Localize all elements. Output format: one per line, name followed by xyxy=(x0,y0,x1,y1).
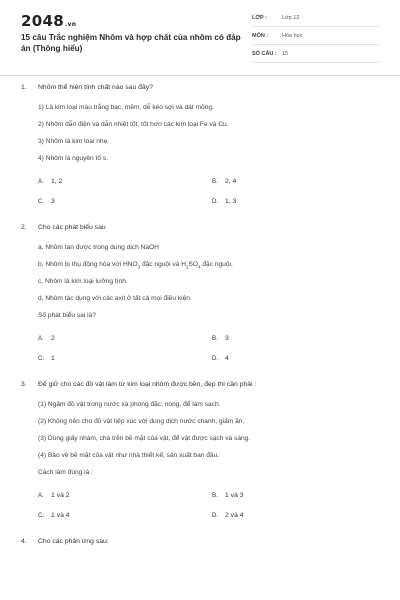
option-text: 1 và 2 xyxy=(51,492,70,499)
statement: Số phát biểu sai là? xyxy=(38,312,96,319)
option-b[interactable] xyxy=(212,335,229,342)
option-c[interactable] xyxy=(38,355,55,362)
question-header xyxy=(0,84,400,96)
option-d[interactable] xyxy=(212,198,236,205)
statement: (1) Ngâm đồ vật trong nước xà phòng đặc, nóng, để làm sạch. xyxy=(38,401,221,408)
statement: (2) Không nên cho đồ vật tiếp xúc với dung dịch nước chanh, giấm ăn. xyxy=(38,418,245,425)
meta-label: SỐ CÂU : xyxy=(252,51,277,57)
answer-options xyxy=(0,327,400,367)
question-text: Để giữ cho các đồ vật làm từ kim loại nhôm được bền, đẹp thì cần phải : xyxy=(38,381,257,388)
option-letter: C. xyxy=(38,355,45,362)
statement: 3) Nhôm là kim loại nhẹ. xyxy=(38,138,110,145)
statement: Cách làm đúng là : xyxy=(38,469,93,476)
option-text: 3 xyxy=(225,335,229,342)
meta-row-count xyxy=(252,48,380,63)
option-text: 1 và 4 xyxy=(51,512,70,519)
meta-panel xyxy=(252,12,380,66)
option-letter: B. xyxy=(212,178,218,185)
meta-label: MÔN : xyxy=(252,33,269,39)
statement: (4) Bảo vệ bề mặt của vật như nhà thiết kế, sản xuất ban đầu. xyxy=(38,452,220,459)
document-title: 15 câu Trắc nghiệm Nhôm và hợp chất của nhôm có đáp án (Thông hiểu) xyxy=(21,33,241,53)
option-d[interactable] xyxy=(212,355,229,362)
option-text: 1 và 3 xyxy=(225,492,244,499)
statement: a, Nhôm tan được trong dung dịch NaOH xyxy=(38,244,159,251)
option-c[interactable] xyxy=(38,512,70,519)
question-header xyxy=(0,224,400,236)
option-text: 1 xyxy=(51,355,55,362)
option-b[interactable] xyxy=(212,492,244,499)
option-letter: D. xyxy=(212,355,219,362)
question-text: Cho các phản ứng sau: xyxy=(38,538,109,545)
statement: (3) Dùng giấy nhám, chà trên bề mặt của vật, để vật được sạch và sáng. xyxy=(38,435,251,442)
statement: 2) Nhôm dẫn điện và dẫn nhiệt tốt, tốt hơn các kim loại Fe và Cu. xyxy=(38,121,229,128)
question-header xyxy=(0,538,400,550)
question-number: 2. xyxy=(21,224,27,231)
statement: d, Nhôm tác dụng với các axit ở tất cả mọi điều kiện. xyxy=(38,295,192,302)
option-text: 4 xyxy=(225,355,229,362)
document-header xyxy=(0,0,400,78)
meta-row-grade xyxy=(252,12,380,27)
question-number: 4. xyxy=(21,538,27,545)
meta-value: 15 xyxy=(282,51,289,57)
logo-text: 2048 xyxy=(21,12,64,30)
question-text: Nhôm thể hiện tính chất nào sau đây? xyxy=(38,84,153,91)
statement: b, Nhôm bị thụ động hóa với $HNO_3$ đặc nguội và $H_2SO_4$ đặc nguội. xyxy=(38,261,233,270)
option-letter: B. xyxy=(212,492,218,499)
meta-value: Lớp 12 xyxy=(282,15,300,21)
meta-label: LỚP : xyxy=(252,15,267,21)
option-letter: B. xyxy=(212,335,218,342)
question-text: Cho các phát biểu sau xyxy=(38,224,106,231)
question-1 xyxy=(0,84,400,210)
option-text: 1, 3 xyxy=(225,198,237,205)
logo-suffix: .vn xyxy=(64,21,77,28)
option-b[interactable] xyxy=(212,178,236,185)
option-d[interactable] xyxy=(212,512,244,519)
option-letter: A. xyxy=(38,492,44,499)
option-text: 1, 2 xyxy=(51,178,63,185)
option-text: 2, 4 xyxy=(225,178,237,185)
option-a[interactable] xyxy=(38,178,62,185)
question-list xyxy=(0,84,400,564)
option-a[interactable] xyxy=(38,335,55,342)
option-text: 2 xyxy=(51,335,55,342)
option-letter: D. xyxy=(212,198,219,205)
option-text: 3 xyxy=(51,198,55,205)
question-number: 3. xyxy=(21,381,27,388)
option-a[interactable] xyxy=(38,492,70,499)
statement: 4) Nhôm là nguyên tố s. xyxy=(38,155,109,162)
question-4 xyxy=(0,538,400,550)
question-2 xyxy=(0,224,400,367)
question-number: 1. xyxy=(21,84,27,91)
option-letter: C. xyxy=(38,198,45,205)
option-letter: C. xyxy=(38,512,45,519)
option-c[interactable] xyxy=(38,198,55,205)
header-divider xyxy=(0,75,400,76)
option-letter: A. xyxy=(38,178,44,185)
answer-options xyxy=(0,170,400,210)
statement: c, Nhôm là kim loại lưỡng tính. xyxy=(38,278,128,285)
question-3 xyxy=(0,381,400,524)
answer-options xyxy=(0,484,400,524)
meta-row-subject xyxy=(252,30,380,45)
question-header xyxy=(0,381,400,393)
option-letter: D. xyxy=(212,512,219,519)
meta-value: Hóa học xyxy=(282,33,303,39)
option-text: 2 và 4 xyxy=(225,512,244,519)
site-logo[interactable] xyxy=(21,12,76,30)
option-letter: A. xyxy=(38,335,44,342)
statement: 1) Là kim loại màu trắng bạc, mềm, dễ kéo sợi và dát mỏng. xyxy=(38,104,214,111)
